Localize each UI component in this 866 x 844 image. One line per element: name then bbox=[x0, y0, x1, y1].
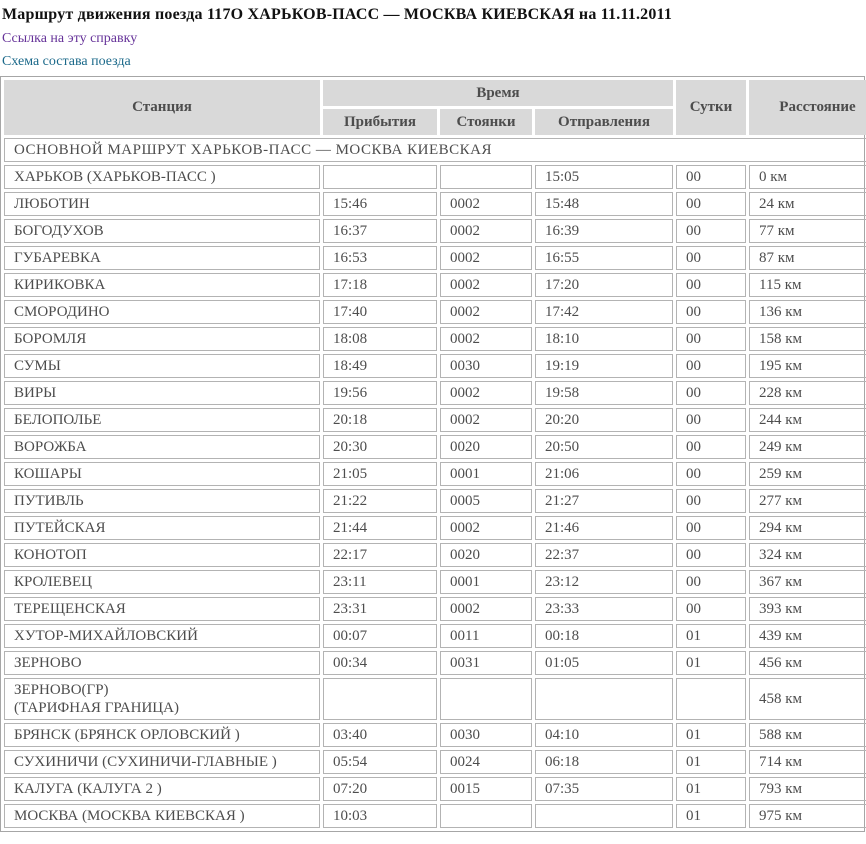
arrival-cell: 23:31 bbox=[323, 597, 437, 621]
arrival-cell: 21:22 bbox=[323, 489, 437, 513]
arrival-cell: 20:30 bbox=[323, 435, 437, 459]
departure-cell: 00:18 bbox=[535, 624, 673, 648]
table-row bbox=[4, 678, 866, 720]
table-row bbox=[4, 300, 866, 324]
arrival-cell: 16:53 bbox=[323, 246, 437, 270]
day-cell: 00 bbox=[676, 408, 746, 432]
col-header-stop: Стоянки bbox=[440, 109, 532, 135]
timetable-body bbox=[4, 138, 866, 828]
day-cell: 01 bbox=[676, 624, 746, 648]
departure-cell: 16:39 bbox=[535, 219, 673, 243]
table-row bbox=[4, 777, 866, 801]
station-cell bbox=[4, 651, 320, 675]
arrival-cell: 18:49 bbox=[323, 354, 437, 378]
distance-cell: 115 км bbox=[749, 273, 866, 297]
stop-cell: 0002 bbox=[440, 597, 532, 621]
day-cell: 00 bbox=[676, 381, 746, 405]
table-row bbox=[4, 408, 866, 432]
day-cell: 00 bbox=[676, 516, 746, 540]
day-cell bbox=[676, 678, 746, 720]
link-this-reference[interactable]: Ссылка на эту справку bbox=[2, 31, 138, 46]
stop-cell: 0011 bbox=[440, 624, 532, 648]
distance-cell: 294 км bbox=[749, 516, 866, 540]
distance-cell: 77 км bbox=[749, 219, 866, 243]
col-header-day: Сутки bbox=[676, 80, 746, 135]
station-cell bbox=[4, 246, 320, 270]
distance-cell: 195 км bbox=[749, 354, 866, 378]
stop-cell: 0030 bbox=[440, 723, 532, 747]
station-name: КРОЛЕВЕЦ bbox=[14, 574, 92, 590]
stop-cell: 0002 bbox=[440, 273, 532, 297]
departure-cell: 04:10 bbox=[535, 723, 673, 747]
station-cell bbox=[4, 327, 320, 351]
station-cell bbox=[4, 597, 320, 621]
arrival-cell: 15:46 bbox=[323, 192, 437, 216]
station-cell bbox=[4, 543, 320, 567]
station-cell bbox=[4, 624, 320, 648]
distance-cell: 975 км bbox=[749, 804, 866, 828]
stop-cell bbox=[440, 804, 532, 828]
stop-cell: 0001 bbox=[440, 570, 532, 594]
station-name: ВИРЫ bbox=[14, 385, 57, 401]
table-row bbox=[4, 219, 866, 243]
station-name: КАЛУГА (КАЛУГА 2 ) bbox=[14, 781, 162, 797]
stop-cell: 0002 bbox=[440, 381, 532, 405]
station-name: СУХИНИЧИ (СУХИНИЧИ-ГЛАВНЫЕ ) bbox=[14, 754, 277, 770]
table-row bbox=[4, 165, 866, 189]
table-row bbox=[4, 381, 866, 405]
station-name: ВОРОЖБА bbox=[14, 439, 87, 455]
departure-cell: 21:06 bbox=[535, 462, 673, 486]
timetable-wrapper bbox=[0, 76, 865, 832]
station-cell bbox=[4, 570, 320, 594]
arrival-cell bbox=[323, 678, 437, 720]
stop-cell: 0030 bbox=[440, 354, 532, 378]
station-cell bbox=[4, 678, 320, 720]
table-row bbox=[4, 273, 866, 297]
col-header-departure: Отправления bbox=[535, 109, 673, 135]
departure-cell: 16:55 bbox=[535, 246, 673, 270]
arrival-cell: 16:37 bbox=[323, 219, 437, 243]
departure-cell: 21:46 bbox=[535, 516, 673, 540]
arrival-cell: 05:54 bbox=[323, 750, 437, 774]
departure-cell: 22:37 bbox=[535, 543, 673, 567]
station-note: (ТАРИФНАЯ ГРАНИЦА) bbox=[14, 700, 179, 716]
stop-cell: 0002 bbox=[440, 408, 532, 432]
distance-cell: 277 км bbox=[749, 489, 866, 513]
departure-cell bbox=[535, 804, 673, 828]
distance-cell: 393 км bbox=[749, 597, 866, 621]
table-row bbox=[4, 804, 866, 828]
station-name: ЛЮБОТИН bbox=[14, 196, 90, 212]
day-cell: 00 bbox=[676, 462, 746, 486]
departure-cell: 20:20 bbox=[535, 408, 673, 432]
departure-cell: 17:20 bbox=[535, 273, 673, 297]
station-cell bbox=[4, 462, 320, 486]
day-cell: 01 bbox=[676, 777, 746, 801]
station-cell bbox=[4, 777, 320, 801]
distance-cell: 136 км bbox=[749, 300, 866, 324]
station-name: ХУТОР-МИХАЙЛОВСКИЙ bbox=[14, 628, 198, 644]
day-cell: 00 bbox=[676, 435, 746, 459]
arrival-cell: 23:11 bbox=[323, 570, 437, 594]
day-cell: 00 bbox=[676, 489, 746, 513]
day-cell: 00 bbox=[676, 327, 746, 351]
table-row bbox=[4, 246, 866, 270]
departure-cell: 07:35 bbox=[535, 777, 673, 801]
station-name: КОШАРЫ bbox=[14, 466, 82, 482]
station-name: ПУТЕЙСКАЯ bbox=[14, 520, 106, 536]
station-name: БРЯНСК (БРЯНСК ОРЛОВСКИЙ ) bbox=[14, 727, 240, 743]
station-name: ТЕРЕЩЕНСКАЯ bbox=[14, 601, 126, 617]
link-train-composition-scheme[interactable]: Схема состава поезда bbox=[2, 54, 131, 69]
stop-cell bbox=[440, 678, 532, 720]
distance-cell: 324 км bbox=[749, 543, 866, 567]
arrival-cell: 20:18 bbox=[323, 408, 437, 432]
section-title: ОСНОВНОЙ МАРШРУТ ХАРЬКОВ-ПАСС — МОСКВА КИЕВСКАЯ bbox=[4, 138, 866, 162]
stop-cell: 0002 bbox=[440, 219, 532, 243]
col-header-station: Станция bbox=[4, 80, 320, 135]
day-cell: 00 bbox=[676, 273, 746, 297]
day-cell: 01 bbox=[676, 723, 746, 747]
arrival-cell: 21:44 bbox=[323, 516, 437, 540]
timetable bbox=[1, 77, 866, 831]
day-cell: 01 bbox=[676, 750, 746, 774]
stop-cell bbox=[440, 165, 532, 189]
arrival-cell: 21:05 bbox=[323, 462, 437, 486]
station-cell bbox=[4, 489, 320, 513]
departure-cell: 17:42 bbox=[535, 300, 673, 324]
station-name: БЕЛОПОЛЬЕ bbox=[14, 412, 102, 428]
arrival-cell: 22:17 bbox=[323, 543, 437, 567]
distance-cell: 793 км bbox=[749, 777, 866, 801]
departure-cell: 21:27 bbox=[535, 489, 673, 513]
distance-cell: 87 км bbox=[749, 246, 866, 270]
stop-cell: 0002 bbox=[440, 246, 532, 270]
departure-cell: 23:12 bbox=[535, 570, 673, 594]
departure-cell: 20:50 bbox=[535, 435, 673, 459]
arrival-cell: 19:56 bbox=[323, 381, 437, 405]
station-name: ЗЕРНОВО(ГР) bbox=[14, 682, 109, 698]
distance-cell: 456 км bbox=[749, 651, 866, 675]
timetable-header bbox=[4, 80, 866, 135]
day-cell: 00 bbox=[676, 354, 746, 378]
table-row bbox=[4, 516, 866, 540]
distance-cell: 714 км bbox=[749, 750, 866, 774]
departure-cell: 18:10 bbox=[535, 327, 673, 351]
table-row bbox=[4, 723, 866, 747]
station-name: МОСКВА (МОСКВА КИЕВСКАЯ ) bbox=[14, 808, 245, 824]
stop-cell: 0002 bbox=[440, 300, 532, 324]
day-cell: 01 bbox=[676, 804, 746, 828]
departure-cell bbox=[535, 678, 673, 720]
distance-cell: 228 км bbox=[749, 381, 866, 405]
distance-cell: 259 км bbox=[749, 462, 866, 486]
col-header-distance: Расстояние bbox=[749, 80, 866, 135]
day-cell: 00 bbox=[676, 597, 746, 621]
station-cell bbox=[4, 219, 320, 243]
station-cell bbox=[4, 750, 320, 774]
station-name: ПУТИВЛЬ bbox=[14, 493, 84, 509]
arrival-cell: 03:40 bbox=[323, 723, 437, 747]
table-row bbox=[4, 543, 866, 567]
stop-cell: 0001 bbox=[440, 462, 532, 486]
departure-cell: 15:48 bbox=[535, 192, 673, 216]
stop-cell: 0002 bbox=[440, 192, 532, 216]
station-cell bbox=[4, 408, 320, 432]
arrival-cell: 00:07 bbox=[323, 624, 437, 648]
arrival-cell: 17:40 bbox=[323, 300, 437, 324]
stop-cell: 0005 bbox=[440, 489, 532, 513]
stop-cell: 0024 bbox=[440, 750, 532, 774]
col-header-time-group: Время bbox=[323, 80, 673, 106]
distance-cell: 249 км bbox=[749, 435, 866, 459]
table-row bbox=[4, 462, 866, 486]
distance-cell: 158 км bbox=[749, 327, 866, 351]
table-row bbox=[4, 489, 866, 513]
station-name: ЗЕРНОВО bbox=[14, 655, 82, 671]
distance-cell: 24 км bbox=[749, 192, 866, 216]
arrival-cell: 18:08 bbox=[323, 327, 437, 351]
departure-cell: 19:19 bbox=[535, 354, 673, 378]
table-row bbox=[4, 327, 866, 351]
station-cell bbox=[4, 273, 320, 297]
departure-cell: 06:18 bbox=[535, 750, 673, 774]
station-name: СМОРОДИНО bbox=[14, 304, 110, 320]
departure-cell: 01:05 bbox=[535, 651, 673, 675]
table-row bbox=[4, 354, 866, 378]
table-row bbox=[4, 192, 866, 216]
station-cell bbox=[4, 300, 320, 324]
table-row bbox=[4, 750, 866, 774]
departure-cell: 19:58 bbox=[535, 381, 673, 405]
distance-cell: 458 км bbox=[749, 678, 866, 720]
stop-cell: 0002 bbox=[440, 327, 532, 351]
day-cell: 00 bbox=[676, 543, 746, 567]
departure-cell: 15:05 bbox=[535, 165, 673, 189]
arrival-cell: 10:03 bbox=[323, 804, 437, 828]
arrival-cell bbox=[323, 165, 437, 189]
day-cell: 00 bbox=[676, 192, 746, 216]
station-cell bbox=[4, 165, 320, 189]
station-name: ХАРЬКОВ (ХАРЬКОВ-ПАСС ) bbox=[14, 169, 216, 185]
station-cell bbox=[4, 381, 320, 405]
station-name: ГУБАРЕВКА bbox=[14, 250, 101, 266]
arrival-cell: 07:20 bbox=[323, 777, 437, 801]
distance-cell: 244 км bbox=[749, 408, 866, 432]
table-row bbox=[4, 624, 866, 648]
day-cell: 00 bbox=[676, 570, 746, 594]
station-cell bbox=[4, 192, 320, 216]
station-cell bbox=[4, 723, 320, 747]
day-cell: 01 bbox=[676, 651, 746, 675]
stop-cell: 0015 bbox=[440, 777, 532, 801]
station-name: СУМЫ bbox=[14, 358, 61, 374]
day-cell: 00 bbox=[676, 165, 746, 189]
table-row bbox=[4, 435, 866, 459]
station-cell bbox=[4, 516, 320, 540]
col-header-arrival: Прибытия bbox=[323, 109, 437, 135]
distance-cell: 588 км bbox=[749, 723, 866, 747]
stop-cell: 0002 bbox=[440, 516, 532, 540]
station-cell bbox=[4, 804, 320, 828]
arrival-cell: 00:34 bbox=[323, 651, 437, 675]
station-cell bbox=[4, 435, 320, 459]
distance-cell: 0 км bbox=[749, 165, 866, 189]
stop-cell: 0020 bbox=[440, 435, 532, 459]
distance-cell: 439 км bbox=[749, 624, 866, 648]
departure-cell: 23:33 bbox=[535, 597, 673, 621]
distance-cell: 367 км bbox=[749, 570, 866, 594]
day-cell: 00 bbox=[676, 300, 746, 324]
day-cell: 00 bbox=[676, 219, 746, 243]
section-row bbox=[4, 138, 866, 162]
station-name: КИРИКОВКА bbox=[14, 277, 106, 293]
table-row bbox=[4, 570, 866, 594]
table-row bbox=[4, 597, 866, 621]
station-cell bbox=[4, 354, 320, 378]
station-name: БОГОДУХОВ bbox=[14, 223, 104, 239]
station-name: КОНОТОП bbox=[14, 547, 87, 563]
day-cell: 00 bbox=[676, 246, 746, 270]
table-row bbox=[4, 651, 866, 675]
station-name: БОРОМЛЯ bbox=[14, 331, 87, 347]
arrival-cell: 17:18 bbox=[323, 273, 437, 297]
stop-cell: 0020 bbox=[440, 543, 532, 567]
page-title: Маршрут движения поезда 117О ХАРЬКОВ-ПАСС — МОСКВА КИЕВСКАЯ на 11.11.2011 bbox=[2, 6, 673, 23]
stop-cell: 0031 bbox=[440, 651, 532, 675]
